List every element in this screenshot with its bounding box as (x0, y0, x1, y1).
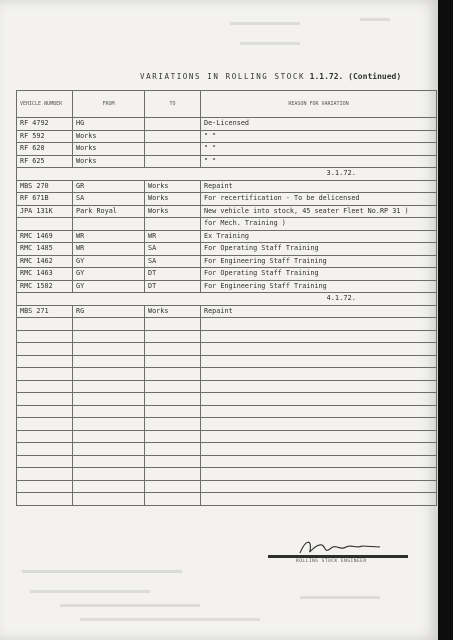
blank-cell (145, 480, 201, 493)
blank-cell (145, 368, 201, 381)
reason-cell: For Operating Staff Training (201, 243, 437, 256)
signature-underline (268, 555, 408, 558)
vehicle-number-cell: RF 625 (17, 155, 73, 168)
from-cell: Works (73, 143, 145, 156)
blank-cell (17, 468, 73, 481)
blank-row (17, 493, 437, 506)
document-title (140, 72, 401, 81)
from-cell: SA (73, 193, 145, 206)
vehicle-number-cell: RMC 1485 (17, 243, 73, 256)
blank-cell (201, 493, 437, 506)
reason-cell: New vehicle into stock, 45 seater Fleet No.RP 31 ) (201, 205, 437, 218)
blank-cell (201, 405, 437, 418)
blank-cell (201, 418, 437, 431)
vehicle-number-cell: RF 4792 (17, 118, 73, 131)
reason-cell: " " (201, 143, 437, 156)
date-cell: 3.1.72. (17, 168, 437, 181)
blank-cell (17, 405, 73, 418)
blank-cell (73, 368, 145, 381)
from-cell: HG (73, 118, 145, 131)
from-cell: GY (73, 280, 145, 293)
blank-cell (145, 343, 201, 356)
from-cell: GY (73, 255, 145, 268)
blank-cell (201, 343, 437, 356)
vehicle-number-cell: RF 671B (17, 193, 73, 206)
blank-cell (17, 393, 73, 406)
table-row (17, 193, 437, 206)
blank-cell (145, 430, 201, 443)
from-cell: WR (73, 243, 145, 256)
reason-cell: For Engineering Staff Training (201, 280, 437, 293)
blank-cell (73, 468, 145, 481)
blank-cell (145, 468, 201, 481)
vehicle-number-cell: RMC 1462 (17, 255, 73, 268)
blank-cell (145, 493, 201, 506)
blank-cell (17, 480, 73, 493)
blank-cell (145, 443, 201, 456)
blank-row (17, 455, 437, 468)
table-row (17, 218, 437, 231)
date-row (17, 293, 437, 306)
reason-cell: For Engineering Staff Training (201, 255, 437, 268)
blank-cell (73, 418, 145, 431)
blank-cell (17, 368, 73, 381)
to-cell: Works (145, 180, 201, 193)
blank-cell (201, 318, 437, 331)
bleed-through-footer (60, 604, 200, 607)
header-from: FROM (73, 91, 145, 118)
header-vehicle-number: VEHICLE NUMBER (17, 91, 73, 118)
blank-row (17, 343, 437, 356)
reason-cell: Ex Training (201, 230, 437, 243)
bleed-through-footer (300, 596, 380, 599)
table-row (17, 205, 437, 218)
to-cell: DT (145, 280, 201, 293)
blank-cell (73, 493, 145, 506)
to-cell: SA (145, 255, 201, 268)
to-cell: Works (145, 205, 201, 218)
blank-row (17, 430, 437, 443)
vehicle-number-cell: JPA 131K (17, 205, 73, 218)
blank-cell (17, 430, 73, 443)
blank-cell (73, 380, 145, 393)
blank-cell (145, 455, 201, 468)
blank-row (17, 443, 437, 456)
bleed-through-header (360, 18, 390, 21)
blank-row (17, 405, 437, 418)
vehicle-number-cell: RF 620 (17, 143, 73, 156)
from-cell (73, 218, 145, 231)
to-cell (145, 155, 201, 168)
table-row (17, 180, 437, 193)
blank-cell (17, 455, 73, 468)
blank-cell (73, 405, 145, 418)
table-row (17, 255, 437, 268)
table-row (17, 305, 437, 318)
to-cell: Works (145, 193, 201, 206)
vehicle-number-cell: RMC 1463 (17, 268, 73, 281)
table-row (17, 243, 437, 256)
from-cell: RG (73, 305, 145, 318)
reason-cell: " " (201, 130, 437, 143)
blank-cell (145, 380, 201, 393)
to-cell (145, 118, 201, 131)
from-cell: GY (73, 268, 145, 281)
bleed-through-footer (22, 570, 182, 573)
table-row (17, 230, 437, 243)
to-cell (145, 218, 201, 231)
table-row (17, 143, 437, 156)
blank-cell (73, 393, 145, 406)
blank-row (17, 318, 437, 331)
to-cell: SA (145, 243, 201, 256)
table-body (17, 91, 437, 506)
to-cell: WR (145, 230, 201, 243)
to-cell: Works (145, 305, 201, 318)
table-row (17, 280, 437, 293)
reason-cell: For Operating Staff Training (201, 268, 437, 281)
vehicle-number-cell: RMC 1469 (17, 230, 73, 243)
blank-cell (17, 330, 73, 343)
from-cell: GR (73, 180, 145, 193)
header-reason: REASON FOR VARIATION (201, 91, 437, 118)
blank-cell (201, 468, 437, 481)
blank-row (17, 368, 437, 381)
from-cell: WR (73, 230, 145, 243)
blank-cell (17, 443, 73, 456)
vehicle-number-cell: MBS 270 (17, 180, 73, 193)
blank-cell (201, 380, 437, 393)
blank-cell (17, 418, 73, 431)
from-cell: Works (73, 130, 145, 143)
blank-row (17, 355, 437, 368)
blank-cell (73, 330, 145, 343)
table-row (17, 155, 437, 168)
blank-cell (145, 405, 201, 418)
blank-cell (201, 430, 437, 443)
blank-row (17, 393, 437, 406)
table-header-row (17, 91, 437, 118)
blank-cell (201, 455, 437, 468)
reason-cell: De-Licensed (201, 118, 437, 131)
blank-cell (17, 380, 73, 393)
signature-block (268, 535, 408, 565)
bleed-through-header (230, 22, 300, 25)
reason-cell: Repaint (201, 180, 437, 193)
blank-cell (73, 355, 145, 368)
blank-cell (145, 355, 201, 368)
blank-row (17, 468, 437, 481)
blank-cell (201, 393, 437, 406)
table-row (17, 268, 437, 281)
bleed-through-header (240, 42, 300, 45)
table-row (17, 118, 437, 131)
from-cell: Works (73, 155, 145, 168)
to-cell: DT (145, 268, 201, 281)
blank-cell (17, 355, 73, 368)
blank-cell (145, 330, 201, 343)
scan-edge (438, 0, 453, 640)
reason-cell: For recertification - To be delicensed (201, 193, 437, 206)
to-cell (145, 143, 201, 156)
blank-cell (145, 418, 201, 431)
title-prefix: VARIATIONS IN ROLLING STOCK (140, 72, 306, 81)
title-date: 1.1.72. (Continued) (309, 72, 402, 81)
blank-cell (17, 343, 73, 356)
rolling-stock-table (16, 90, 437, 506)
to-cell (145, 130, 201, 143)
signature-scribble (296, 535, 386, 557)
blank-cell (201, 355, 437, 368)
bleed-through-footer (30, 590, 150, 593)
vehicle-number-cell: MBS 271 (17, 305, 73, 318)
blank-row (17, 330, 437, 343)
blank-cell (201, 368, 437, 381)
blank-row (17, 380, 437, 393)
signature-caption: ROLLING STOCK ENGINEER (296, 559, 367, 564)
vehicle-number-cell: RMC 1502 (17, 280, 73, 293)
header-to: TO (145, 91, 201, 118)
reason-cell: Repaint (201, 305, 437, 318)
blank-cell (73, 318, 145, 331)
blank-cell (201, 443, 437, 456)
reason-cell: " " (201, 155, 437, 168)
blank-cell (17, 318, 73, 331)
vehicle-number-cell: RF 592 (17, 130, 73, 143)
blank-cell (73, 455, 145, 468)
vehicle-number-cell (17, 218, 73, 231)
blank-cell (73, 443, 145, 456)
blank-cell (17, 493, 73, 506)
blank-cell (145, 393, 201, 406)
blank-cell (73, 480, 145, 493)
blank-cell (201, 330, 437, 343)
blank-cell (145, 318, 201, 331)
table-row (17, 130, 437, 143)
bleed-through-footer (80, 618, 260, 621)
reason-cell: for Mech. Training ) (201, 218, 437, 231)
blank-cell (73, 430, 145, 443)
date-cell: 4.1.72. (17, 293, 437, 306)
blank-cell (73, 343, 145, 356)
from-cell: Park Royal (73, 205, 145, 218)
blank-cell (201, 480, 437, 493)
blank-row (17, 418, 437, 431)
blank-row (17, 480, 437, 493)
date-row (17, 168, 437, 181)
